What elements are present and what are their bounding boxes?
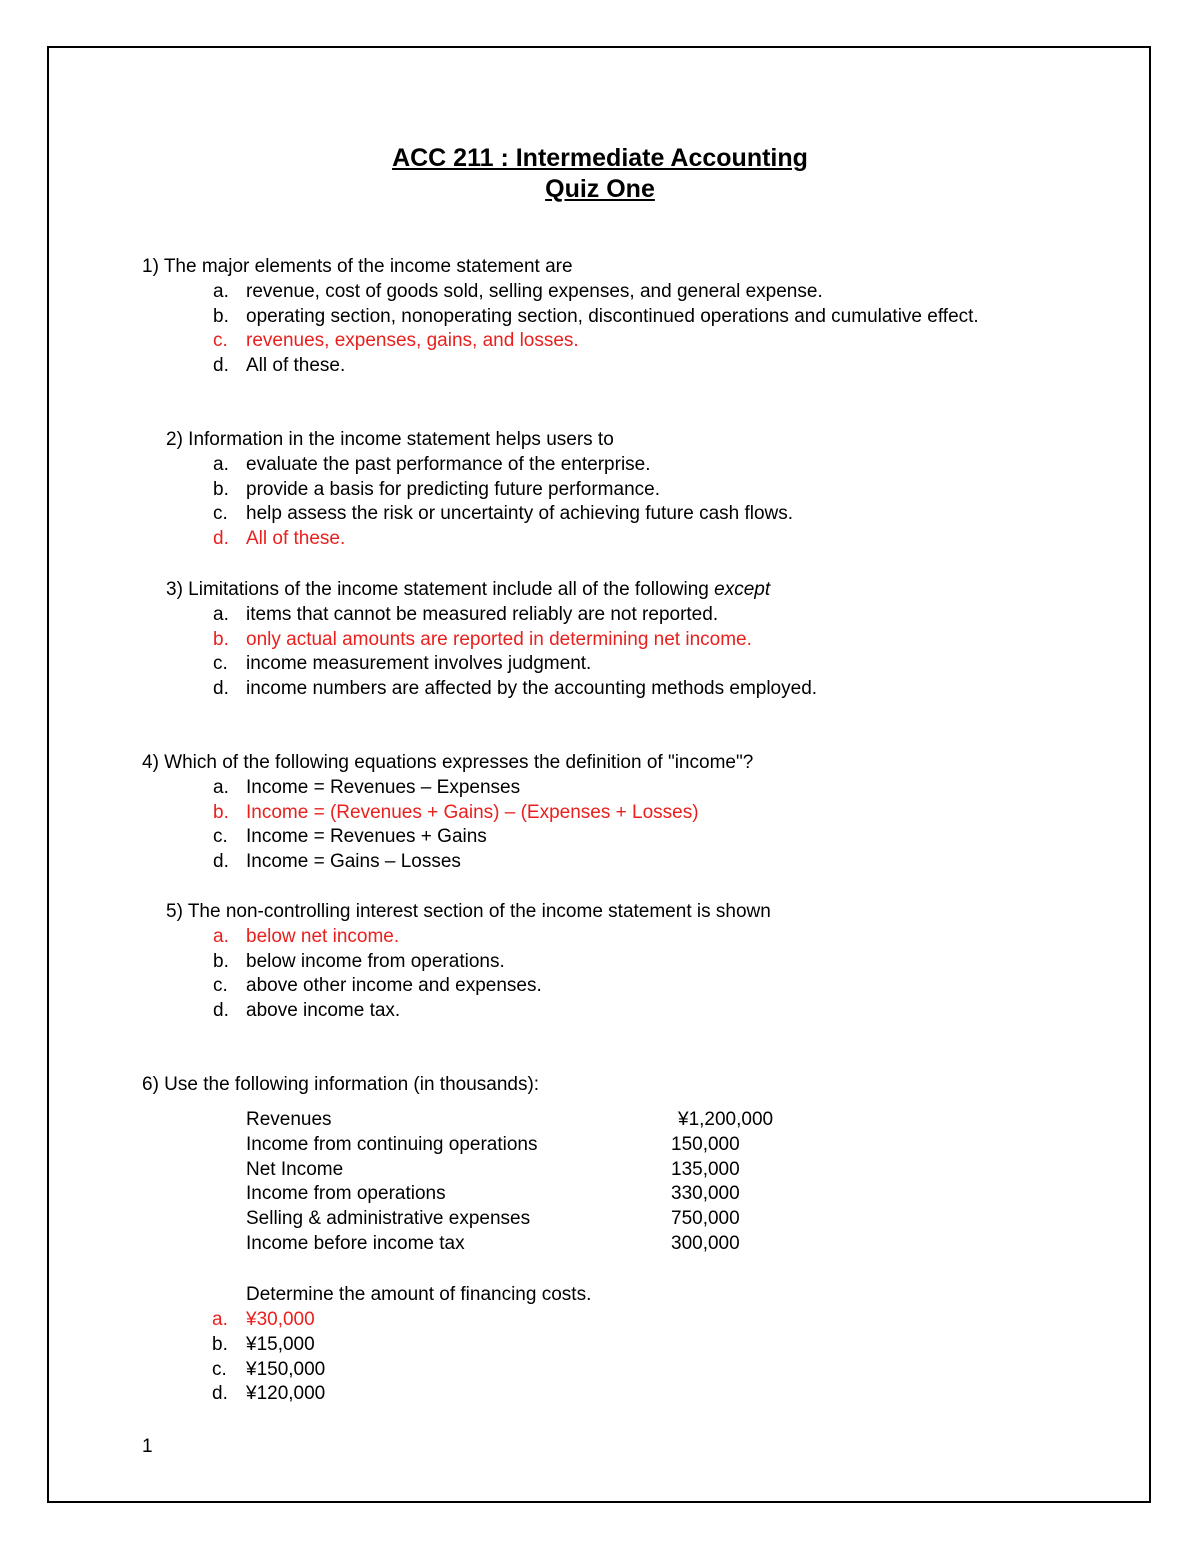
option-text: below income from operations. (246, 950, 505, 972)
option-letter: b. (213, 950, 229, 972)
option-letter: d. (213, 355, 229, 377)
question-stem: 6) Use the following information (in thousands): (142, 1074, 540, 1095)
row-label: Selling & administrative expenses (246, 1208, 531, 1230)
option-text: items that cannot be measured reliably are not reported. (246, 603, 719, 625)
row-value: 150,000 (671, 1133, 740, 1155)
row-label: Income from continuing operations (246, 1133, 538, 1155)
question-stem: 5) The non-controlling interest section of the income statement is shown (166, 901, 771, 922)
option-letter: a. (213, 453, 229, 475)
question-stem: 4) Which of the following equations expresses the definition of "income"? (142, 752, 754, 773)
quiz-title: Quiz One (545, 175, 655, 203)
question-4 (142, 751, 1058, 875)
question-stem (166, 578, 1058, 603)
option-letter: c. (213, 503, 228, 525)
title-block (0, 143, 1200, 205)
option-a (166, 280, 1058, 305)
option-letter: a. (213, 925, 229, 947)
option-text: All of these. (246, 355, 346, 377)
option-letter: d. (213, 528, 229, 550)
option-text: above other income and expenses. (246, 975, 542, 997)
question-5 (166, 900, 1058, 1024)
option-letter: a. (212, 1309, 228, 1330)
option-d (166, 999, 1058, 1024)
option-a-correct (166, 925, 1058, 950)
page-number: 1 (142, 1436, 153, 1457)
option-text: Income = (Revenues + Gains) – (Expenses + Losses) (246, 801, 699, 823)
option-a (166, 453, 1058, 478)
option-text: ¥30,000 (246, 1309, 315, 1330)
option-d (166, 354, 1058, 379)
option-letter: b. (213, 801, 229, 823)
option-b (166, 305, 1058, 330)
option-text: provide a basis for predicting future performance. (246, 478, 660, 500)
option-text: revenue, cost of goods sold, selling expenses, and general expense. (246, 280, 823, 302)
option-text: All of these. (246, 528, 346, 550)
option-a-correct (212, 1308, 325, 1333)
option-letter: d. (213, 678, 229, 700)
question-stem: 1) The major elements of the income statement are (142, 256, 573, 277)
option-d-correct (166, 527, 1058, 552)
option-text: income measurement involves judgment. (246, 653, 592, 675)
option-text: operating section, nonoperating section, discontinued operations and cumulative effect. (246, 305, 979, 327)
option-text: above income tax. (246, 1000, 401, 1022)
option-letter: c. (213, 653, 228, 675)
option-b (166, 950, 1058, 975)
option-d (166, 850, 1058, 875)
option-d (212, 1382, 325, 1407)
option-b-correct (166, 801, 1058, 826)
option-letter: a. (213, 603, 229, 625)
option-letter: d. (212, 1383, 228, 1405)
option-text: only actual amounts are reported in determining net income. (246, 628, 752, 650)
question-6 (142, 1073, 1058, 1098)
option-letter: d. (213, 851, 229, 873)
option-text: below net income. (246, 925, 400, 947)
row-value: ¥1,200,000 (678, 1109, 774, 1130)
option-letter: c. (213, 330, 228, 352)
question-1 (142, 255, 1058, 379)
option-letter: b. (213, 628, 229, 650)
option-c (212, 1358, 325, 1383)
option-letter: c. (213, 826, 228, 848)
option-text: Income = Revenues + Gains (246, 826, 487, 848)
option-text: Income = Gains – Losses (246, 851, 461, 873)
option-text: income numbers are affected by the accounting methods employed. (246, 678, 818, 700)
option-text: help assess the risk or uncertainty of achieving future cash flows. (246, 503, 794, 525)
question-6-options (212, 1308, 325, 1407)
option-text: ¥15,000 (246, 1333, 315, 1355)
row-value: 135,000 (671, 1158, 740, 1180)
option-letter: c. (212, 1358, 227, 1380)
row-label: Net Income (246, 1158, 344, 1180)
option-letter: c. (213, 975, 228, 997)
row-label: Revenues (246, 1109, 332, 1130)
option-letter: a. (213, 280, 229, 302)
option-letter: a. (213, 776, 229, 798)
row-label: Income from operations (246, 1183, 446, 1205)
option-text: ¥150,000 (246, 1358, 326, 1380)
row-value: 300,000 (671, 1232, 740, 1254)
option-text: revenues, expenses, gains, and losses. (246, 330, 579, 352)
option-text: Income = Revenues – Expenses (246, 776, 521, 798)
question-6-prompt: Determine the amount of financing costs. (246, 1284, 592, 1305)
option-c (166, 974, 1058, 999)
question-stem-emphasis: except (714, 579, 771, 600)
question-3 (166, 578, 1058, 702)
question-stem: 2) Information in the income statement helps users to (166, 429, 614, 450)
course-title: ACC 211 : Intermediate Accounting (392, 144, 808, 172)
option-a (166, 603, 1058, 628)
option-c-correct (166, 329, 1058, 354)
question-stem-text: 3) Limitations of the income statement include all of the following (166, 579, 715, 600)
option-a (166, 776, 1058, 801)
row-value: 330,000 (671, 1183, 740, 1205)
row-value: 750,000 (671, 1208, 740, 1230)
option-text: evaluate the past performance of the enterprise. (246, 453, 651, 475)
question-2 (166, 428, 1058, 552)
option-c (166, 502, 1058, 527)
option-text: ¥120,000 (246, 1383, 326, 1405)
option-letter: d. (213, 1000, 229, 1022)
option-letter: b. (213, 305, 229, 327)
option-c (166, 652, 1058, 677)
option-b (166, 478, 1058, 503)
option-c (166, 825, 1058, 850)
option-letter: b. (213, 478, 229, 500)
option-b (212, 1333, 325, 1358)
option-b-correct (166, 628, 1058, 653)
option-letter: b. (212, 1333, 228, 1355)
row-label: Income before income tax (246, 1232, 465, 1254)
option-d (166, 677, 1058, 702)
